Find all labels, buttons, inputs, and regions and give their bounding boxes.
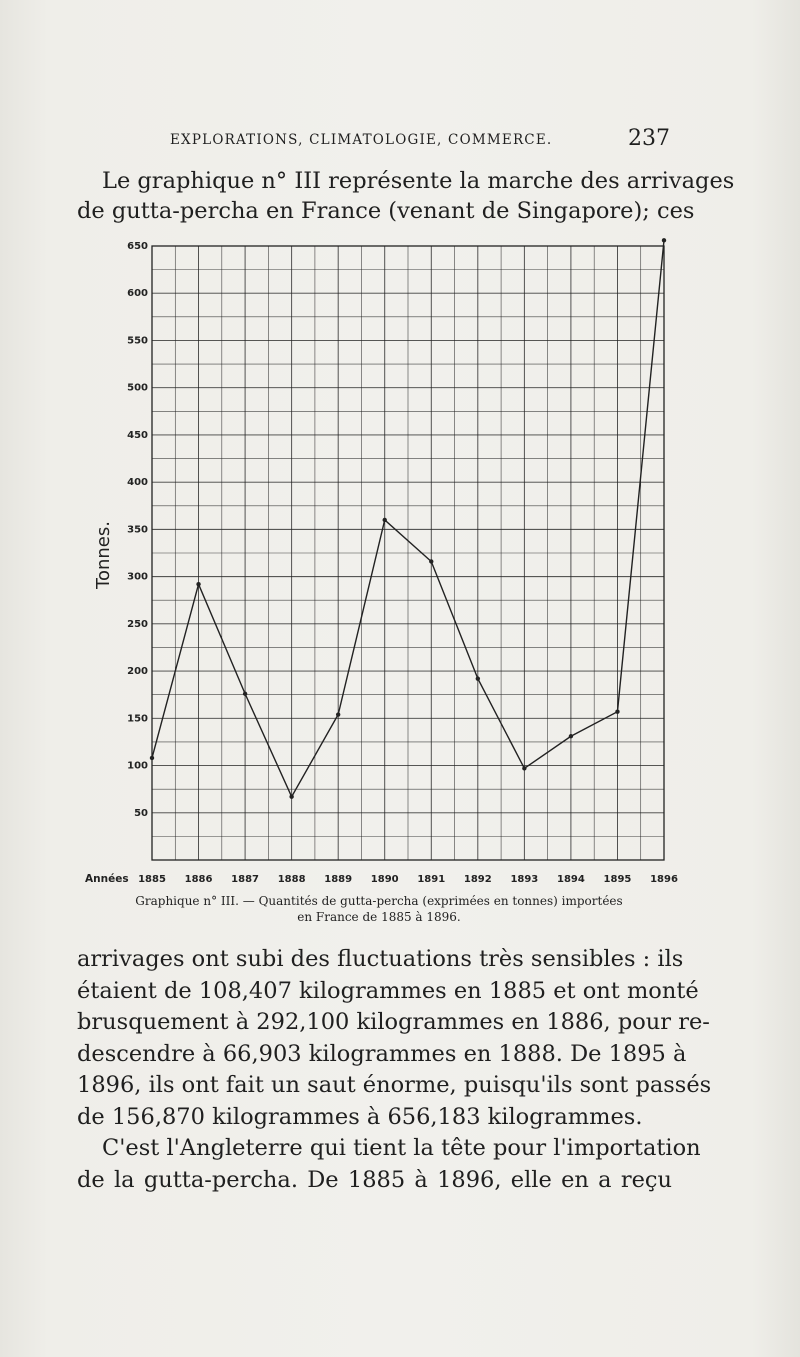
data-point <box>522 766 526 770</box>
data-point <box>243 692 247 696</box>
text-line: de la gutta-percha. De 1885 à 1896, elle en a reçu <box>77 1166 672 1193</box>
data-point <box>336 712 340 716</box>
x-tick-label: 1886 <box>184 874 213 885</box>
x-tick-label: 1896 <box>650 874 678 885</box>
x-tick-label: 1885 <box>138 874 166 885</box>
x-tick-label: 1895 <box>603 874 632 885</box>
y-tick-label: 500 <box>127 382 148 394</box>
figure-caption <box>84 893 674 925</box>
text-line: Le graphique n° III représente la marche des arrivages <box>102 168 735 194</box>
page-number: 237 <box>628 126 670 151</box>
y-tick-label: 150 <box>127 713 148 725</box>
text-line: C'est l'Angleterre qui tient la tête pour l'importation <box>102 1135 701 1161</box>
x-tick-label: 1892 <box>463 874 492 885</box>
text-line: étaient de 108,407 kilogrammes en 1885 et ont monté <box>77 977 699 1004</box>
y-tick-label: 600 <box>127 288 148 300</box>
text-line: descendre à 66,903 kilogrammes en 1888. De 1895 à <box>77 1040 687 1067</box>
data-point <box>662 238 666 242</box>
running-title: EXPLORATIONS, CLIMATOLOGIE, COMMERCE. <box>170 132 553 148</box>
y-tick-label: 50 <box>134 807 148 819</box>
x-tick-label: 1888 <box>277 874 306 885</box>
data-point <box>150 756 154 760</box>
caption-text: Quantités de gutta-percha (exprimées en tonnes) importées <box>258 894 623 908</box>
y-tick-label: 200 <box>127 666 148 678</box>
x-tick-label: 1893 <box>510 874 539 885</box>
paragraph-after-chart <box>77 944 712 1196</box>
caption-label: Graphique n° III. — <box>135 894 255 908</box>
y-tick-label: 350 <box>127 524 148 536</box>
data-point <box>383 518 387 522</box>
text-line: de gutta-percha en France (venant de Singapore); ces <box>77 198 695 224</box>
x-tick-label: 1889 <box>324 874 353 885</box>
y-tick-label: 400 <box>127 477 148 489</box>
data-point <box>615 709 619 713</box>
x-tick-label: 1891 <box>417 874 446 885</box>
y-tick-label: 300 <box>127 571 148 583</box>
text-line: de 156,870 kilogrammes à 656,183 kilogrammes. <box>77 1103 643 1130</box>
y-tick-label: 650 <box>127 241 148 252</box>
text-line: arrivages ont subi des fluctuations très sensibles : ils <box>77 946 684 972</box>
x-tick-label: 1890 <box>370 874 399 885</box>
data-point <box>429 559 433 563</box>
data-point <box>289 795 293 799</box>
data-point <box>476 676 480 680</box>
text-line: 1896, ils ont fait un saut énorme, puisqu'ils sont passés <box>77 1072 712 1098</box>
y-tick-label: 450 <box>127 429 148 441</box>
data-point <box>569 734 573 738</box>
y-axis-label: Tonnes. <box>93 521 114 589</box>
x-tick-label: 1894 <box>556 874 585 885</box>
y-tick-label: 100 <box>127 760 148 772</box>
y-tick-label: 550 <box>127 335 148 347</box>
x-tick-label: 1887 <box>231 874 260 885</box>
y-tick-label: 250 <box>127 618 148 630</box>
text-line: brusquement à 292,100 kilogrammes en 1886, pour re- <box>77 1009 710 1035</box>
caption-text-continued: en France de 1885 à 1896. <box>297 910 461 924</box>
data-point <box>196 582 200 586</box>
x-axis-label: Années <box>85 873 129 885</box>
